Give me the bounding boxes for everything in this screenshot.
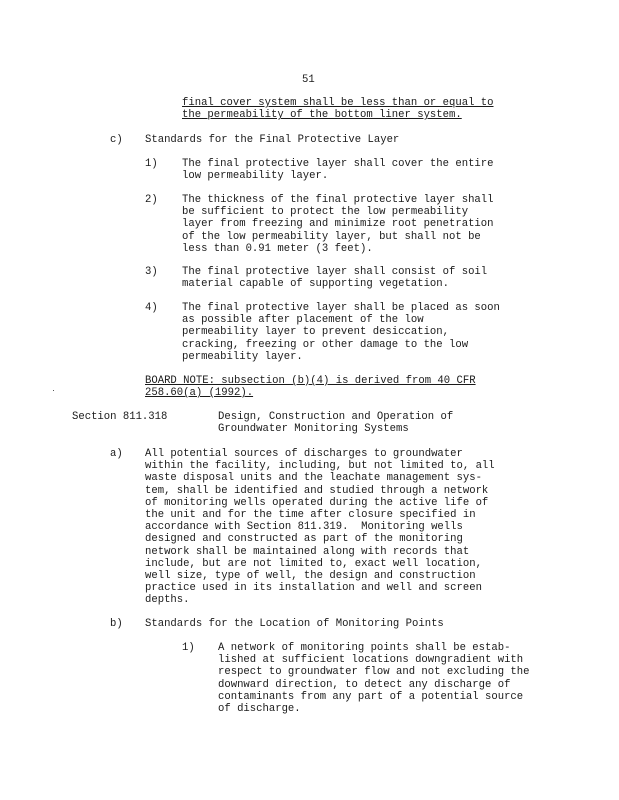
para-b-label: b) <box>110 618 123 630</box>
section-c-item-2 <box>182 194 494 255</box>
text-line: The final protective layer shall cover the entire <box>182 158 494 170</box>
section-c-label: c) <box>110 134 123 146</box>
text-line: of discharge. <box>218 702 301 715</box>
section-c-item-1 <box>182 158 494 182</box>
carryover-line: final cover system shall be less than or equal to <box>182 97 494 109</box>
text-line: network shall be maintained along with records that <box>145 545 470 558</box>
section-number: Section 811.318 <box>72 411 168 423</box>
text-line: within the facility, including, but not limited to, all <box>145 460 495 473</box>
para-b-heading: Standards for the Location of Monitoring Points <box>145 618 444 630</box>
text-line: All potential sources of discharges to groundwater <box>145 448 463 460</box>
section-c-heading: Standards for the Final Protective Layer <box>145 134 400 146</box>
para-b-item-1 <box>218 642 530 715</box>
text-line: include, but are not limited to, exact well location, <box>145 557 482 570</box>
board-note <box>145 375 476 399</box>
page-number: 51 <box>302 74 315 86</box>
text-line: downward direction, to detect any discharge of <box>218 678 511 691</box>
section-title-line: Design, Construction and Operation of <box>218 411 454 423</box>
board-note-line: BOARD NOTE: subsection (b)(4) is derived from 40 CFR <box>145 375 476 387</box>
section-title-line: Groundwater Monitoring Systems <box>218 423 409 436</box>
scan-speck <box>53 390 54 391</box>
text-line: A network of monitoring points shall be estab- <box>218 642 511 654</box>
item-number: 3) <box>145 266 158 278</box>
text-line: The final protective layer shall be placed as soon <box>182 302 500 314</box>
text-line: the unit and for the time after closure specified in <box>145 508 476 521</box>
text-line: low permeability layer. <box>182 170 329 183</box>
section-title <box>218 411 453 435</box>
text-line: respect to groundwater flow and not excluding the <box>218 666 530 679</box>
item-number: 4) <box>145 302 158 314</box>
carryover-text <box>182 97 494 121</box>
text-line: permeability layer to prevent desiccation, <box>182 326 450 339</box>
text-line: permeability layer. <box>182 350 303 363</box>
item-number: 1) <box>182 642 195 654</box>
text-line: as possible after placement of the low <box>182 314 424 327</box>
item-number: 1) <box>145 158 158 170</box>
text-line: The thickness of the final protective layer shall <box>182 194 494 206</box>
para-a-text <box>145 448 495 606</box>
text-line: depths. <box>145 594 190 607</box>
text-line: accordance with Section 811.319. Monitoring wells <box>145 521 463 534</box>
text-line: practice used in its installation and well and screen <box>145 582 482 595</box>
text-line: contaminants from any part of a potential source <box>218 690 524 703</box>
para-a-label: a) <box>110 448 123 460</box>
carryover-line: the permeability of the bottom liner system. <box>182 109 462 122</box>
section-c-item-4 <box>182 302 500 363</box>
text-line: be sufficient to protect the low permeability <box>182 206 469 219</box>
text-line: cracking, freezing or other damage to the low <box>182 338 469 351</box>
text-line: lished at sufficient locations downgradient with <box>218 654 524 667</box>
text-line: well size, type of well, the design and construction <box>145 569 476 582</box>
text-line: designed and constructed as part of the monitoring <box>145 533 463 546</box>
text-line: of monitoring wells operated during the active life of <box>145 496 489 509</box>
board-note-line: 258.60(a) (1992). <box>145 387 254 400</box>
text-line: The final protective layer shall consist of soil <box>182 266 488 278</box>
text-line: of the low permeability layer, but shall not be <box>182 230 481 243</box>
text-line: layer from freezing and minimize root penetration <box>182 218 494 231</box>
item-number: 2) <box>145 194 158 206</box>
text-line: tem, shall be identified and studied through a network <box>145 484 489 497</box>
text-line: less than 0.91 meter (3 feet). <box>182 242 373 255</box>
text-line: waste disposal units and the leachate management sys- <box>145 472 482 485</box>
section-c-item-3 <box>182 266 487 290</box>
text-line: material capable of supporting vegetation. <box>182 278 450 291</box>
